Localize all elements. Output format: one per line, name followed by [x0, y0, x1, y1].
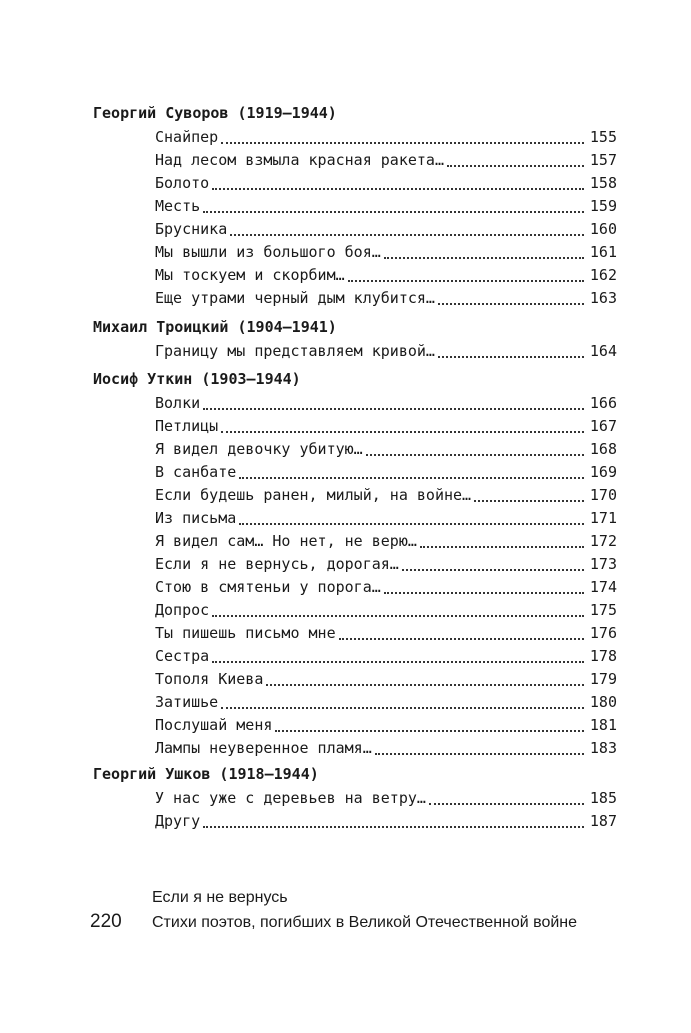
toc-entry[interactable]	[155, 218, 617, 240]
toc-entry-title: Послушай меня	[155, 716, 273, 734]
dot-leader	[438, 356, 584, 358]
toc-entry-title: Брусника	[155, 220, 228, 238]
toc-entry[interactable]	[155, 195, 617, 217]
dot-leader	[239, 477, 584, 479]
running-footer-subtitle: Стихи поэтов, погибших в Великой Отечественной войне	[152, 914, 578, 931]
dot-leader	[212, 188, 584, 190]
toc-entry-title: Я видел девочку убитую…	[155, 440, 363, 458]
toc-entry-title: Из письма	[155, 509, 237, 527]
toc-entry-page: 163	[589, 289, 617, 307]
toc-entry-page: 168	[589, 440, 617, 458]
dot-leader	[366, 454, 584, 456]
toc-entry-title: Петлицы	[155, 417, 219, 435]
author-heading: Иосиф Уткин (1903–1944)	[93, 370, 301, 388]
toc-entry-page: 183	[589, 739, 617, 757]
toc-entry[interactable]	[155, 340, 617, 362]
toc-entry[interactable]	[155, 645, 617, 667]
dot-leader	[339, 638, 584, 640]
dot-leader	[203, 211, 584, 213]
dot-leader	[447, 165, 584, 167]
dot-leader	[266, 684, 584, 686]
toc-entry-page: 178	[589, 647, 617, 665]
toc-entry[interactable]	[155, 530, 617, 552]
dot-leader	[384, 592, 584, 594]
author-heading: Георгий Суворов (1919–1944)	[93, 104, 337, 122]
page-number: 220	[90, 911, 122, 932]
toc-entry-title: Снайпер	[155, 128, 219, 146]
toc-entry-page: 171	[589, 509, 617, 527]
toc-entry-title: Границу мы представляем кривой…	[155, 342, 435, 360]
toc-entry[interactable]	[155, 461, 617, 483]
toc-entry[interactable]	[155, 576, 617, 598]
toc-entry-title: В санбате	[155, 463, 237, 481]
toc-entry-title: Тополя Киева	[155, 670, 264, 688]
toc-entry-page: 173	[589, 555, 617, 573]
toc-entry-page: 169	[589, 463, 617, 481]
toc-entry[interactable]	[155, 668, 617, 690]
toc-entry-page: 159	[589, 197, 617, 215]
toc-entry-page: 176	[589, 624, 617, 642]
dot-leader	[221, 142, 584, 144]
toc-entry-title: Ты пишешь письмо мне	[155, 624, 336, 642]
toc-entry-title: Затишье	[155, 693, 219, 711]
toc-entry-page: 179	[589, 670, 617, 688]
toc-entry[interactable]	[155, 553, 617, 575]
toc-entry-page: 185	[589, 789, 617, 807]
toc-entry-title: Я видел сам… Но нет, не верю…	[155, 532, 417, 550]
toc-entry[interactable]	[155, 484, 617, 506]
toc-entry-title: Сестра	[155, 647, 210, 665]
dot-leader	[402, 569, 584, 571]
dot-leader	[212, 661, 584, 663]
dot-leader	[420, 546, 584, 548]
toc-entry[interactable]	[155, 622, 617, 644]
toc-entry-title: Если будешь ранен, милый, на войне…	[155, 486, 472, 504]
toc-entry[interactable]	[155, 599, 617, 621]
toc-entry[interactable]	[155, 241, 617, 263]
toc-entry-page: 172	[589, 532, 617, 550]
dot-leader	[384, 257, 584, 259]
toc-entry-title: Допрос	[155, 601, 210, 619]
toc-entry[interactable]	[155, 264, 617, 286]
toc-entry-title: Еще утрами черный дым клубится…	[155, 289, 435, 307]
toc-entry-page: 175	[589, 601, 617, 619]
toc-entry-title: Лампы неуверенное пламя…	[155, 739, 372, 757]
toc-entry[interactable]	[155, 415, 617, 437]
toc-entry-page: 160	[589, 220, 617, 238]
toc-entry-page: 166	[589, 394, 617, 412]
dot-leader	[212, 615, 584, 617]
toc-entry-page: 155	[589, 128, 617, 146]
dot-leader	[221, 431, 584, 433]
dot-leader	[438, 303, 584, 305]
toc-entry-title: Месть	[155, 197, 201, 215]
toc-entry[interactable]	[155, 691, 617, 713]
toc-entry[interactable]	[155, 392, 617, 414]
toc-entry-title: У нас уже с деревьев на ветру…	[155, 789, 426, 807]
toc-entry-page: 161	[589, 243, 617, 261]
toc-entry-title: Волки	[155, 394, 201, 412]
dot-leader	[221, 707, 584, 709]
toc-entry-title: Другу	[155, 812, 201, 830]
toc-entry-title: Мы вышли из большого боя…	[155, 243, 381, 261]
toc-entry-page: 167	[589, 417, 617, 435]
toc-entry[interactable]	[155, 810, 617, 832]
dot-leader	[429, 803, 584, 805]
dot-leader	[239, 523, 584, 525]
dot-leader	[203, 408, 584, 410]
toc-entry-page: 158	[589, 174, 617, 192]
dot-leader	[348, 280, 584, 282]
toc-entry[interactable]	[155, 714, 617, 736]
toc-entry[interactable]	[155, 287, 617, 309]
toc-entry[interactable]	[155, 126, 617, 148]
toc-entry-page: 157	[589, 151, 617, 169]
toc-entry[interactable]	[155, 737, 617, 759]
toc-entry[interactable]	[155, 507, 617, 529]
toc-entry-page: 162	[589, 266, 617, 284]
dot-leader	[203, 826, 584, 828]
toc-entry-title: Над лесом взмыла красная ракета…	[155, 151, 444, 169]
running-footer-title: Если я не вернусь	[152, 889, 288, 906]
dot-leader	[474, 500, 584, 502]
toc-entry-page: 180	[589, 693, 617, 711]
toc-entry-page: 187	[589, 812, 617, 830]
dot-leader	[375, 753, 584, 755]
toc-entry-page: 164	[589, 342, 617, 360]
toc-entry-title: Мы тоскуем и скорбим…	[155, 266, 345, 284]
toc-entry-title: Если я не вернусь, дорогая…	[155, 555, 399, 573]
dot-leader	[275, 730, 584, 732]
toc-entry[interactable]	[155, 438, 617, 460]
toc-entry-page: 181	[589, 716, 617, 734]
toc-entry[interactable]	[155, 172, 617, 194]
toc-entry[interactable]	[155, 787, 617, 809]
toc-entry[interactable]	[155, 149, 617, 171]
toc-entry-page: 174	[589, 578, 617, 596]
author-heading: Георгий Ушков (1918–1944)	[93, 765, 319, 783]
author-heading: Михаил Троицкий (1904–1941)	[93, 318, 337, 336]
toc-entry-page: 170	[589, 486, 617, 504]
toc-entry-title: Стою в смятеньи у порога…	[155, 578, 381, 596]
toc-entry-title: Болото	[155, 174, 210, 192]
dot-leader	[230, 234, 584, 236]
